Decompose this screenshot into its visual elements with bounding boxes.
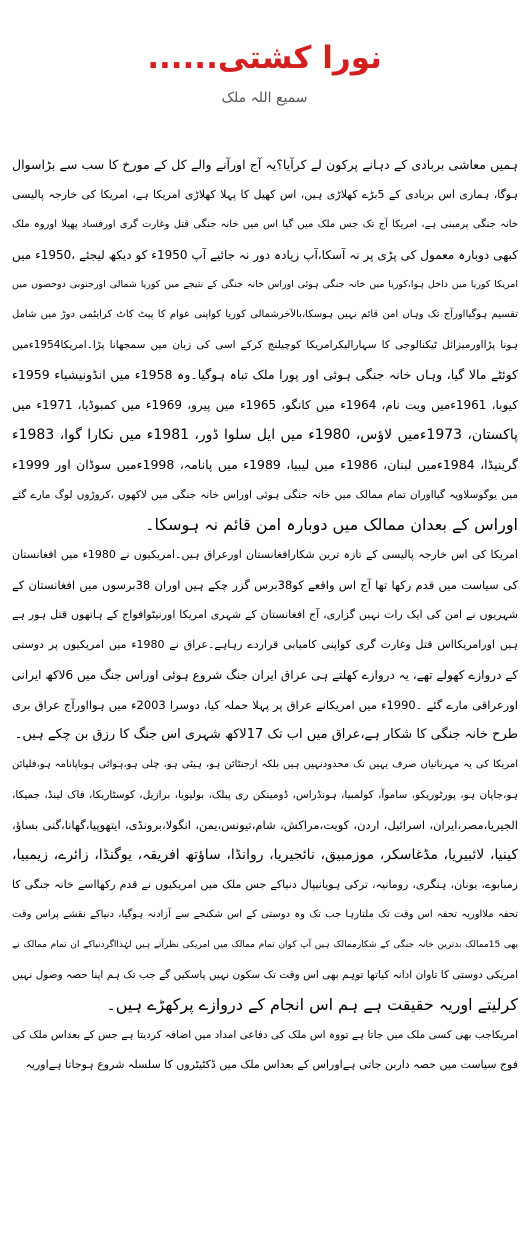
paragraph-line: میں یوگوسلاویہ گیااوران تمام ممالک میں خانہ جنگی ہوئی اوراس خانہ جنگی میں لاکھوں ،کروڑوں لوگ مارے گئے: [12, 489, 518, 501]
paragraph-line: ہو،جاپان ہو، پورٹوریکو، ساموآ، کولمبیا، ہونڈراس، ڈومینکن ری پبلک، بولیویا، برازیل، کوسٹاریکا، فاک لینڈ، جمیکا،: [12, 789, 518, 801]
paragraph-line: تحفہ ملااوریہ تحفہ اس وقت تک ملتارہا جب تک وہ دوستی کے اس شکنجے سے آزادنہ ہوگیا، دنیاکے نقشے پراس وقت: [12, 909, 518, 920]
paragraph-line: فوج سیاست میں حصہ داربن جاتی ہےاوراس کے بعداس ملک میں ڈکٹیٹروں کا سلسلہ شروع ہوجاتا ہےاوریہ: [25, 1058, 518, 1071]
article-body: [12, 150, 518, 1080]
paragraph-line: اوراس کے بعدان ممالک میں دوبارہ امن قائم نہ ہوسکا۔: [145, 515, 518, 534]
paragraph-line: ہیں اورامریکااس قتل وغارت گری کواپنی کامیابی قراردے رہاہے۔عراق نے 1980ء میں امریکیوں پر دوستی: [12, 638, 518, 651]
article-author: سمیع اللہ ملک: [221, 90, 308, 106]
article-paragraph: [12, 150, 518, 540]
article-paragraph: [12, 1020, 518, 1080]
paragraph-line: کی سیاست میں قدم رکھا تھا آج اس واقعے کو38برس گزر چکے ہیں اوران 38برسوں میں افغانستان کے: [12, 578, 518, 592]
paragraph-line: گرینیڈا، 1984ءمیں لبنان، 1986ء میں لیبیا، 1989ء میں پانامہ، 1998ءمیں سوڈان اور 1999ء: [12, 457, 518, 472]
paragraph-line: امریکا کوریا میں داخل ہوا،کوریا میں خانہ جنگی ہوئی اوراس خانہ جنگی کے نتیجے میں کوریا شمالی اورجنوبی دوحصوں میں: [12, 279, 518, 290]
paragraph-line: امریکی دوستی کا تاوان ادانہ کیاتھا توہم بھی اس وقت تک سکون نہیں پاسکیں گے جب تک ہم اپنا حصہ وصول نہیں: [12, 969, 518, 981]
paragraph-line: کینیا، لائبیریا، مڈغاسکر، موزمبیق، نائجیریا، روانڈا، ساؤتھ افریقہ، یوگنڈا، زائرے، زیمبیا،: [12, 847, 518, 863]
paragraph-line: کبھی دوبارہ معمول کی پڑی پر نہ آسکا،آپ زیادہ دور نہ جائیے آپ 1950ء کو دیکھ لیجئے ،1950ء میں: [12, 248, 518, 262]
article-title: نورا کشتی......: [147, 40, 382, 76]
paragraph-line: خانہ جنگی پرمبنی ہے، امریکا آج تک جس ملک میں گیا اس میں خانہ جنگی قتل وغارت گری اورفساد پھیلا اوروہ ملک: [12, 219, 518, 230]
paragraph-line: ہمیں معاشی بربادی کے دہانے پرکون لے کرآیا؟یہ آج اورآنے والے کل کے مورخ کا سب سے بڑاسوال: [12, 157, 518, 172]
paragraph-line: امریکا کی یہ مہربانیاں صرف یہیں تک محدودنہیں ہیں بلکہ ارجنٹائن ہو، ہیٹی ہو، چلی ہو،ہوائی ہویاپانامہ ہو،فلپائن: [12, 759, 518, 770]
paragraph-line: الجیریا،مصر،ایران، اسرائیل، اردن، کویت،مراکش، شام،تیونس،یمن، انگولا،برونڈی، ایتھوپیا،گھانا،گنی بساؤ،: [12, 818, 518, 832]
article-paragraph: [12, 750, 518, 1020]
paragraph-line: طرح خانہ جنگی کا شکار ہے،عراق میں اب تک 17لاکھ شہری اس جنگ کا رزق بن چکے ہیں۔: [14, 727, 518, 742]
paragraph-line: پاکستان، 1973ءمیں لاؤس، 1980ء میں ایل سلوا ڈور، 1981ء میں نکارا گوا، 1983ء: [12, 427, 518, 443]
paragraph-line: امریکا کی اس خارجہ پالیسی کے تازہ ترین شکارافغانستان اورعراق ہیں۔امریکیوں نے 1980ء میں افغانستان: [12, 548, 518, 561]
paragraph-line: کوئٹے مالا گیا، وہاں خانہ جنگی ہوئی اور پورا ملک تباہ ہوگیا۔وہ 1958ء میں انڈونیشیاء 1959ء: [12, 367, 518, 382]
paragraph-line: امریکاجب بھی کسی ملک میں جاتا ہے تووہ اس ملک کی دفاعی امداد میں اضافہ کردیتا ہے جس کے بعداس ملک کی: [12, 1029, 518, 1041]
paragraph-line: زمبابوے، یونان، ہنگری، رومانیہ، ترکی ہویانیپال دنیاکے جس ملک میں امریکیوں نے قدم رکھااسے خانہ جنگی کا: [12, 878, 518, 891]
paragraph-line: کرلیتے اوریہ حقیقت ہے ہم اس انجام کے دروازے پرکھڑے ہیں۔: [106, 995, 518, 1014]
paragraph-line: کے دروازے کھولے تھے، یہ دروازے کھلتے ہی عراق ایران جنگ شروع ہوئی اوراس جنگ میں 6لاکھ ایرانی: [12, 668, 518, 682]
paragraph-line: کیوبا، 1961ءمیں ویت نام، 1964ء میں کانگو، 1965ء میں پیرو، 1969ء میں کمبوڈیا، 1971ء میں: [12, 398, 518, 412]
paragraph-line: ہونا پڑااورمیزائل ٹیکنالوجی کا سہارالیکرامریکا کوچیلنج کرکے اسی کی زبان میں سمجھانا پڑا۔امریکا1954ءمیں: [12, 339, 518, 351]
paragraph-line: تقسیم ہوگیااورآج تک وہاں امن قائم نہیں ہوسکا،بالآخرشمالی کوریا کواپنی عوام کا پیٹ کاٹ کرایٹمی دوڑ میں شامل: [12, 309, 518, 320]
paragraph-line: ہوگا، ہماری اس بربادی کے 5بڑے کھلاڑی ہیں، اس کھیل کا پہلا کھلاڑی امریکا ہے، امریکا کی خارجہ پالیسی: [12, 188, 518, 201]
article-paragraph: [12, 540, 518, 750]
paragraph-line: شہریوں نے امن کی ایک رات نہیں گزاری، آج افغانستان کے شہری امریکا اورنیٹوافواج کے ہاتھوں قتل ہور ہے: [12, 608, 518, 621]
paragraph-line: اورعراقی مارے گئے ۔1990ء میں امریکانے عراق پر پہلا حملہ کیا، دوسرا 2003ء میں ہوااورآج عراق بری: [12, 698, 518, 712]
paragraph-line: بھی 15ممالک بدترین خانہ جنگی کے شکارممالک ہیں آپ کوان تمام ممالک میں امریکی نظرآتے ہیں لہٰذااگردنیاکے ان تمام ممالک نے: [12, 940, 518, 950]
